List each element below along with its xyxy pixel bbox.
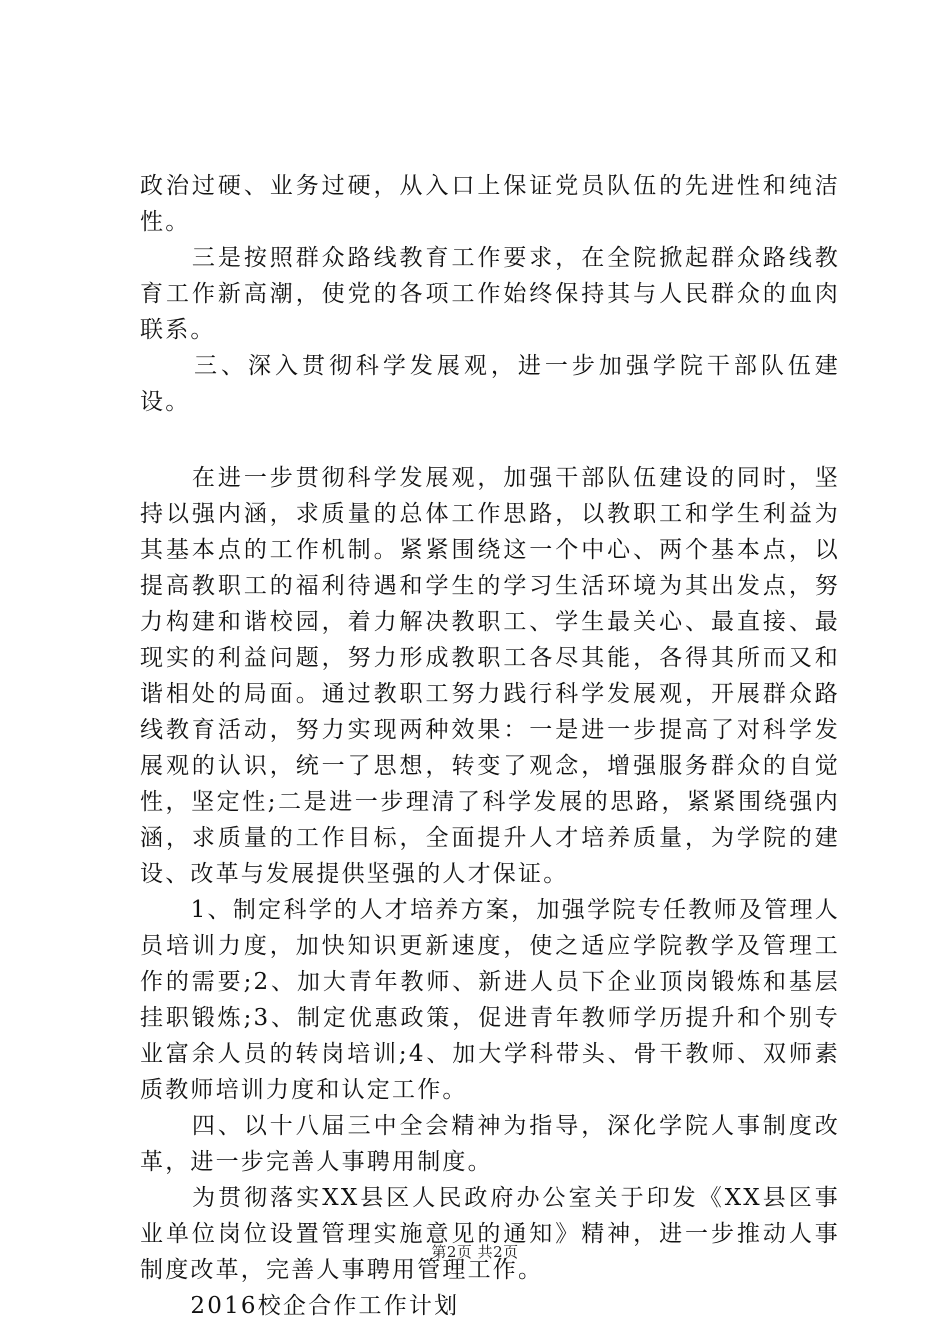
paragraph-gap (140, 420, 840, 460)
section-heading-3: 三、深入贯彻科学发展观，进一步加强学院干部队伍建设。 (140, 353, 840, 415)
document-body (140, 168, 840, 1324)
paragraph-5: 1、制定科学的人才培养方案，加强学院专任教师及管理人员培训力度，加快知识更新速度，使之适应学院教学及管理工作的需要;2、加大青年教师、新进人员下企业顶岗锻炼和基层挂职锻炼;3、制定优惠政策，促进青年教师学历提升和个别专业富余人员的转岗培训;4、加大学科带头、骨干教师、双师素质教师培训力度和认定工作。 (140, 897, 840, 1103)
paragraph-4: 在进一步贯彻科学发展观，加强干部队伍建设的同时，坚持以强内涵，求质量的总体工作思路，以教职工和学生利益为其基本点的工作机制。紧紧围绕这一个中心、两个基本点，以提高教职工的福利待遇和学生的学习生活环境为其出发点，努力构建和谐校园，着力解决教职工、学生最关心、最直接、最现实的利益问题，努力形成教职工各尽其能，各得其所而又和谐相处的局面。通过教职工努力践行科学发展观，开展群众路线教育活动，努力实现两种效果：一是进一步提高了对科学发展观的认识，统一了思想，转变了观念，增强服务群众的自觉性，坚定性;二是进一步理清了科学发展的思路，紧紧围绕强内涵，求质量的工作目标，全面提升人才培养质量，为学院的建设、改革与发展提供坚强的人才保证。 (140, 465, 840, 887)
next-document-title: 2016校企合作工作计划 (140, 1293, 460, 1319)
paragraph-1: 政治过硬、业务过硬，从入口上保证党员队伍的先进性和纯洁性。 (140, 173, 840, 235)
paragraph-2: 三是按照群众路线教育工作要求，在全院掀起群众路线教育工作新高潮，使党的各项工作始终保持其与人民群众的血肉联系。 (140, 245, 840, 343)
section-heading-4: 四、以十八届三中全会精神为指导，深化学院人事制度改革，进一步完善人事聘用制度。 (140, 1113, 840, 1175)
paragraph-7: 为贯彻落实XX县区人民政府办公室关于印发《XX县区事业单位岗位设置管理实施意见的通知》精神，进一步推动人事制度改革，完善人事聘用管理工作。 (140, 1185, 840, 1283)
page-footer: 第2页 共2页 (431, 1243, 519, 1261)
